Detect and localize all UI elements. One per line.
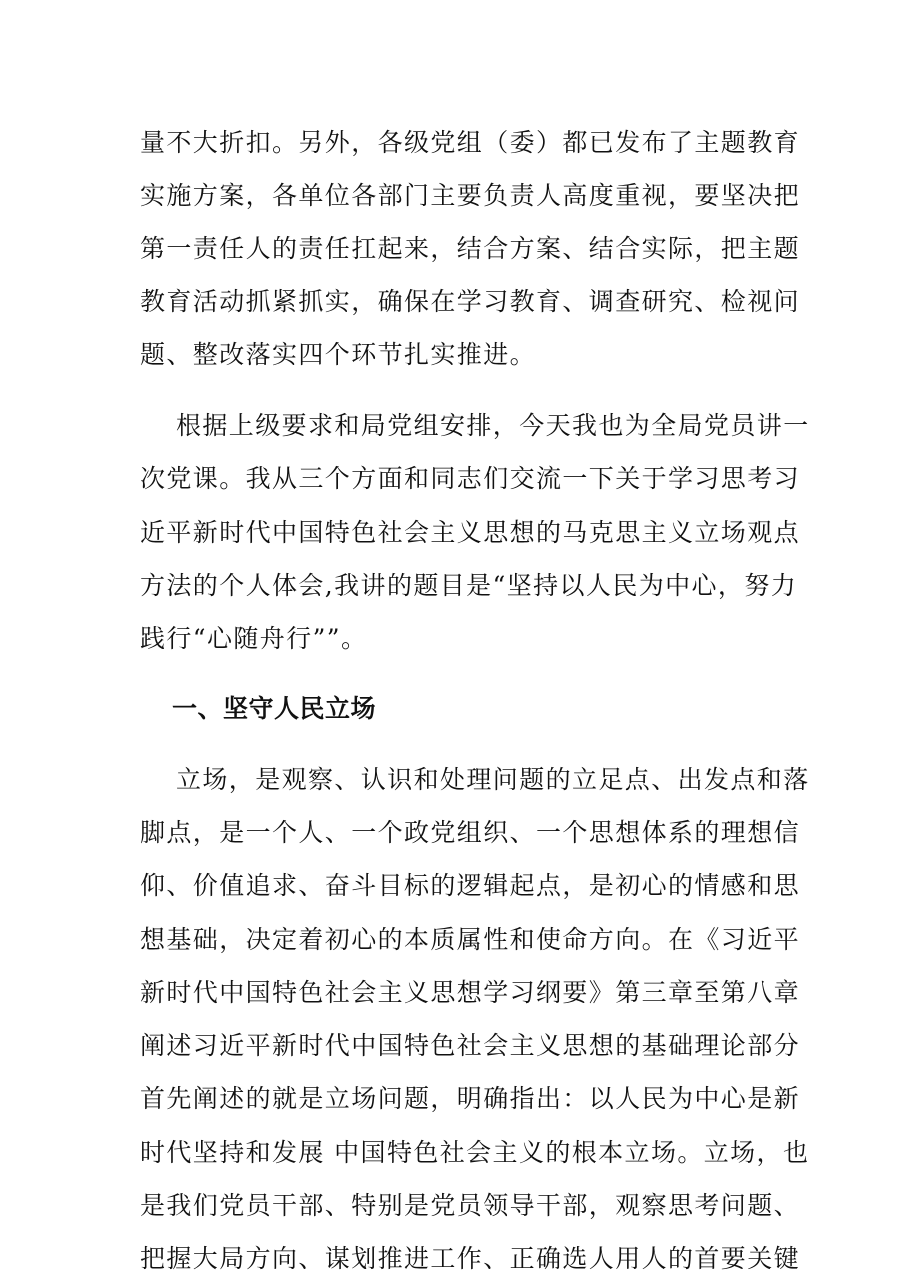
- paragraph-2-line-3: 近平新时代中国特色社会主义思想的马克思主义立场观点: [140, 518, 801, 547]
- paragraph-3-line-3: 仰、价值追求、奋斗目标的逻辑起点，是初心的情感和思: [140, 871, 801, 900]
- paragraph-1-line-2: 实施方案，各单位各部门主要负责人高度重视，要坚决把: [140, 181, 801, 210]
- paragraph-2-line-2: 次党课。我从三个方面和同志们交流一下关于学习思考习: [140, 464, 801, 493]
- paragraph-2-line-4: 方法的个人体会,我讲的题目是“坚持以人民为中心，努力: [140, 571, 798, 600]
- paragraph-1-line-1: 量不大折扣。另外，各级党组（委）都已发布了主题教育: [140, 128, 801, 157]
- section-heading: 一、坚守人民立场: [172, 694, 377, 723]
- paragraph-1-line-4: 教育活动抓紧抓实，确保在学习教育、调查研究、检视问: [140, 287, 801, 316]
- paragraph-3-line-5: 新时代中国特色社会主义思想学习纲要》第三章至第八章: [140, 978, 801, 1007]
- paragraph-2-line-5: 践行“心随舟行””。: [140, 624, 368, 653]
- paragraph-3-line-1: 立场，是观察、认识和处理问题的立足点、出发点和落: [176, 765, 810, 794]
- paragraph-3-line-9: 是我们党员干部、特别是党员领导干部，观察思考问题、: [140, 1191, 801, 1220]
- paragraph-3-line-4: 想基础，决定着初心的本质属性和使命方向。在《习近平: [140, 925, 801, 954]
- paragraph-3-line-6: 阐述习近平新时代中国特色社会主义思想的基础理论部分: [140, 1031, 801, 1060]
- paragraph-1-line-3: 第一责任人的责任扛起来，结合方案、结合实际，把主题: [140, 234, 801, 263]
- paragraph-3-line-8: 时代坚持和发展 中国特色社会主义的根本立场。立场，也: [140, 1138, 810, 1167]
- paragraph-1-line-5: 题、整改落实四个环节扎实推进。: [140, 340, 537, 369]
- paragraph-3-line-7: 首先阐述的就是立场问题，明确指出：以人民为中心是新: [140, 1084, 801, 1113]
- paragraph-3-line-2: 脚点，是一个人、一个政党组织、一个思想体系的理想信: [140, 818, 801, 847]
- paragraph-3-line-10: 把握大局方向、谋划推进工作、正确选人用人的首要关键: [140, 1244, 801, 1273]
- paragraph-2-line-1: 根据上级要求和局党组安排，今天我也为全局党员讲一: [176, 411, 810, 440]
